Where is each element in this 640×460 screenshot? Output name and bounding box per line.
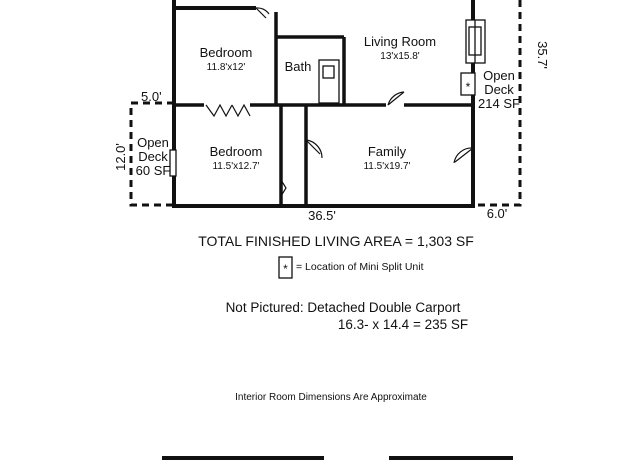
dimension-bottom-width: 36.5' <box>308 208 336 223</box>
room-name-bath: Bath <box>284 59 312 74</box>
room-name-living: Living Room <box>363 34 437 49</box>
door-swing-exterior <box>454 148 473 163</box>
room-dims-living: 13'x15.8' <box>380 51 420 62</box>
right-deck-label-3: 214 SF <box>478 96 520 111</box>
room-dims-bedroom-bottom: 11.5'x12.7' <box>212 161 260 172</box>
total-area-caption: TOTAL FINISHED LIVING AREA = 1,303 SF <box>198 233 474 249</box>
bifold-door-bedroom-left <box>206 105 232 116</box>
legend-text: = Location of Mini Split Unit <box>296 261 424 273</box>
dimension-left-deck-height: 12.0' <box>113 143 128 171</box>
room-name-family: Family <box>367 144 407 159</box>
door-swing-family <box>306 140 322 158</box>
room-name-bedroom-top: Bedroom <box>199 45 253 60</box>
right-deck-label-1: Open <box>483 68 515 83</box>
legend-mini-split-symbol: * <box>283 262 288 276</box>
door-swing-top-bedroom <box>256 8 269 18</box>
left-deck-door-frame <box>170 150 176 176</box>
right-deck-label-2: Deck <box>484 82 514 97</box>
room-dims-family: 11.5'x19.7' <box>363 161 411 172</box>
footnote: Interior Room Dimensions Are Approximate <box>235 392 427 403</box>
not-pictured-line-1: Not Pictured: Detached Double Carport <box>225 300 461 315</box>
room-dims-bedroom-top: 11.8'x12' <box>206 62 246 73</box>
left-deck-label-3: 60 SF <box>135 163 171 178</box>
room-name-bedroom-bottom: Bedroom <box>209 144 263 159</box>
bath-sink <box>323 66 334 78</box>
door-swing-living <box>388 92 404 105</box>
not-pictured-line-2: 16.3- x 14.4 = 235 SF <box>337 317 469 332</box>
bifold-door-bedroom-right <box>232 105 250 116</box>
dimension-bottom-right: 6.0' <box>486 206 508 221</box>
left-deck-label-1: Open <box>137 135 169 150</box>
mini-split-symbol: * <box>465 80 471 94</box>
dimension-left-deck-width: 5.0' <box>141 89 162 104</box>
dimension-right-height: 35.7' <box>535 41 550 69</box>
left-deck-label-2: Deck <box>138 149 168 164</box>
